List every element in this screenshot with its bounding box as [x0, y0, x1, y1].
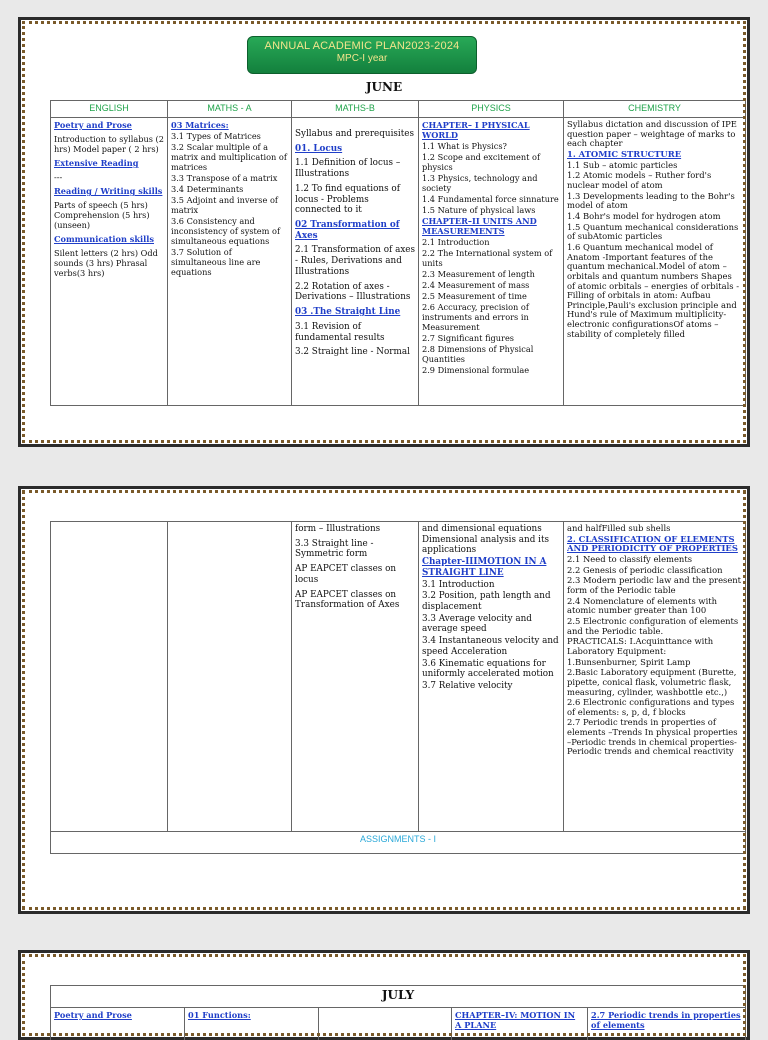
topic-heading: Reading / Writing skills: [54, 186, 164, 196]
topic-line: 2.1 Transformation of axes - Rules, Derivations and Illustrations: [295, 245, 415, 277]
topic-line: 1.Bunsenburner, Spirit Lamp: [567, 658, 742, 668]
maths-a-cell: [168, 522, 292, 832]
english-cell: [51, 522, 168, 832]
topic-line: 3.1 Introduction: [422, 580, 560, 591]
topic-heading: 01. Locus: [295, 144, 415, 155]
physics-cell: [419, 118, 564, 406]
topic-line: AP EAPCET classes on locus: [295, 564, 415, 585]
page-july: [18, 950, 750, 1040]
page-june-continued: [18, 486, 750, 914]
topic-line: AP EAPCET classes on Transformation of Axes: [295, 590, 415, 611]
chemistry-cell: [564, 118, 746, 406]
topic-line: 3.3 Average velocity and average speed: [422, 614, 560, 635]
header-physics: PHYSICS: [419, 101, 564, 118]
assignments-label: ASSIGNMENTS - I: [51, 832, 746, 854]
physics-cell: [419, 522, 564, 832]
topic-heading: CHAPTER– I PHYSICAL WORLD: [422, 120, 560, 140]
header-maths-b: MATHS-B: [292, 101, 419, 118]
topic-line: 1.1 Sub – atomic particles: [567, 161, 742, 171]
topic-line: 2.2 Rotation of axes - Derivations – Illustrations: [295, 282, 415, 303]
topic-line: 1.5 Quantum mechanical considerations of subAtomic particles: [567, 223, 742, 242]
english-cell: [51, 118, 168, 406]
topic-line: 2.8 Dimensions of Physical Quantities: [422, 344, 560, 364]
june-continued-table: [50, 521, 746, 854]
month-heading: JUNE: [18, 80, 750, 94]
topic-line: 1.4 Fundamental force sinnature: [422, 194, 560, 204]
title-banner: [247, 36, 477, 74]
topic-line: and halfFilled sub shells: [567, 524, 742, 534]
assignments-row: [51, 832, 746, 854]
topic-line: 2.3 Measurement of length: [422, 269, 560, 279]
topic-line: 1.4 Bohr's model for hydrogen atom: [567, 212, 742, 222]
topic-heading: Poetry and Prose: [54, 120, 164, 130]
topic-heading: 2. CLASSIFICATION OF ELEMENTS AND PERIODICITY OF PROPERTIES: [567, 535, 742, 554]
topic-heading: 1. ATOMIC STRUCTURE: [567, 150, 742, 160]
topic-line: 2.7 Periodic trends in properties of elements –Trends In physical properties –Periodic trends in chemical properties-Periodic trends and chemical reactivity: [567, 718, 742, 757]
topic-heading: 03 .The Straight Line: [295, 307, 415, 318]
topic-line: form – Illustrations: [295, 524, 415, 535]
topic-line: 2.1 Need to classify elements: [567, 555, 742, 565]
physics-heading: CHAPTER–IV: MOTION IN A PLANE: [455, 1010, 575, 1030]
topic-line: 2.1 Introduction: [422, 237, 560, 247]
topic-line: 1.5 Nature of physical laws: [422, 205, 560, 215]
topic-heading: Communication skills: [54, 234, 164, 244]
topic-line: and dimensional equations Dimensional analysis and its applications: [422, 524, 560, 556]
topic-line: 2.Basic Laboratory equipment (Burette, pipette, conical flask, volumetric flask, measuring, cylinder, washbottle etc.,): [567, 668, 742, 697]
topic-line: 2.9 Dimensional formulae: [422, 365, 560, 375]
topic-line: 3.7 Relative velocity: [422, 681, 560, 692]
chemistry-heading: 2.7 Periodic trends in properties of elements: [591, 1010, 741, 1030]
topic-line: 3.4 Instantaneous velocity and speed Acceleration: [422, 636, 560, 657]
topic-line: 3.2 Scalar multiple of a matrix and multiplication of matrices: [171, 142, 288, 172]
june-content-row: [51, 118, 746, 406]
topic-line: 3.2 Straight line - Normal: [295, 347, 415, 358]
topic-heading: Extensive Reading: [54, 158, 164, 168]
topic-line: 2.5 Measurement of time: [422, 291, 560, 301]
topic-line: 3.6 Kinematic equations for uniformly accelerated motion: [422, 659, 560, 680]
topic-line: 2.4 Measurement of mass: [422, 280, 560, 290]
topic-line: Introduction to syllabus (2 hrs) Model paper ( 2 hrs): [54, 134, 164, 154]
header-chemistry: CHEMISTRY: [564, 101, 746, 118]
topic-heading: Chapter-IIIMOTION IN A STRAIGHT LINE: [422, 557, 560, 578]
topic-line: 2.4 Nomenclature of elements with atomic number greater than 100: [567, 597, 742, 616]
topic-line: 3.2 Position, path length and displacement: [422, 591, 560, 612]
topic-line: Syllabus dictation and discussion of IPE question paper – weightage of marks to each chapter: [567, 120, 742, 149]
english-heading: Poetry and Prose: [54, 1010, 132, 1020]
header-maths-a: MATHS - A: [168, 101, 292, 118]
topic-line: Syllabus and prerequisites: [295, 129, 415, 140]
topic-heading: 03 Matrices:: [171, 120, 288, 130]
topic-line: Parts of speech (5 hrs) Comprehension (5 hrs) (unseen): [54, 200, 164, 230]
topic-line: 3.6 Consistency and inconsistency of system of simultaneous equations: [171, 216, 288, 246]
topic-line: 2.3 Modern periodic law and the present form of the Periodic table: [567, 576, 742, 595]
topic-line: 2.2 The International system of units: [422, 248, 560, 268]
topic-line: 1.2 Scope and excitement of physics: [422, 152, 560, 172]
topic-line: 1.6 Quantum mechanical model of Anatom -Important features of the quantum mechanical.Model of atom – orbitals and quantum numbers Shapes of atomic orbitals – energies of orbitals -Filling of orbitals in atom: Aufbau Principle,Pauli's exclusion principle and Hund's rule of Maximum multiplicity-electronic configurationsOf atoms – stability of completely filled: [567, 243, 742, 340]
topic-line: 1.3 Developments leading to the Bohr's model of atom: [567, 192, 742, 211]
topic-heading: 02 Transformation of Axes: [295, 220, 415, 241]
page-june: [18, 17, 750, 447]
maths-b-cell: [292, 522, 419, 832]
topic-line: 3.7 Solution of simultaneous line are equations: [171, 247, 288, 277]
chemistry-cell: [564, 522, 746, 832]
topic-line: 3.1 Types of Matrices: [171, 131, 288, 141]
header-english: ENGLISH: [51, 101, 168, 118]
topic-line: 2.5 Electronic configuration of elements and the Periodic table.: [567, 617, 742, 636]
plan-subtitle: MPC-I year: [248, 53, 476, 64]
topic-line: 3.1 Revision of fundamental results: [295, 322, 415, 343]
june-plan-table: [50, 100, 746, 406]
topic-line: ---: [54, 172, 164, 182]
topic-heading: CHAPTER–II UNITS AND MEASUREMENTS: [422, 216, 560, 236]
maths-a-cell: [168, 118, 292, 406]
topic-line: 1.2 Atomic models – Ruther ford's nuclear model of atom: [567, 171, 742, 190]
topic-line: Silent letters (2 hrs) Odd sounds (3 hrs) Phrasal verbs(3 hrs): [54, 248, 164, 278]
topic-line: 1.1 What is Physics?: [422, 141, 560, 151]
month-heading: JULY: [51, 986, 746, 1008]
topic-line: 1.3 Physics, technology and society: [422, 173, 560, 193]
june-continued-row: [51, 522, 746, 832]
topic-line: 2.6 Accuracy, precision of instruments and errors in Measurement: [422, 302, 560, 332]
topic-line: 3.3 Straight line - Symmetric form: [295, 539, 415, 560]
topic-line: 1.1 Definition of locus – Illustrations: [295, 158, 415, 179]
july-plan-table: [50, 985, 746, 1040]
july-month-row: [51, 986, 746, 1008]
plan-title: ANNUAL ACADEMIC PLAN2023-2024: [248, 40, 476, 52]
subject-header-row: [51, 101, 746, 118]
topic-line: 3.5 Adjoint and inverse of matrix: [171, 195, 288, 215]
topic-line: 3.4 Determinants: [171, 184, 288, 194]
topic-line: PRACTICALS: I.Acquinttance with Laboratory Equipment:: [567, 637, 742, 656]
topic-line: 2.6 Electronic configurations and types of elements: s, p, d, f blocks: [567, 698, 742, 717]
maths-a-heading: 01 Functions:: [188, 1010, 251, 1020]
maths-b-cell: [292, 118, 419, 406]
topic-line: 3.3 Transpose of a matrix: [171, 173, 288, 183]
topic-line: 2.2 Genesis of periodic classification: [567, 566, 742, 576]
topic-line: 2.7 Significant figures: [422, 333, 560, 343]
topic-line: 1.2 To find equations of locus - Problems connected to it: [295, 184, 415, 216]
